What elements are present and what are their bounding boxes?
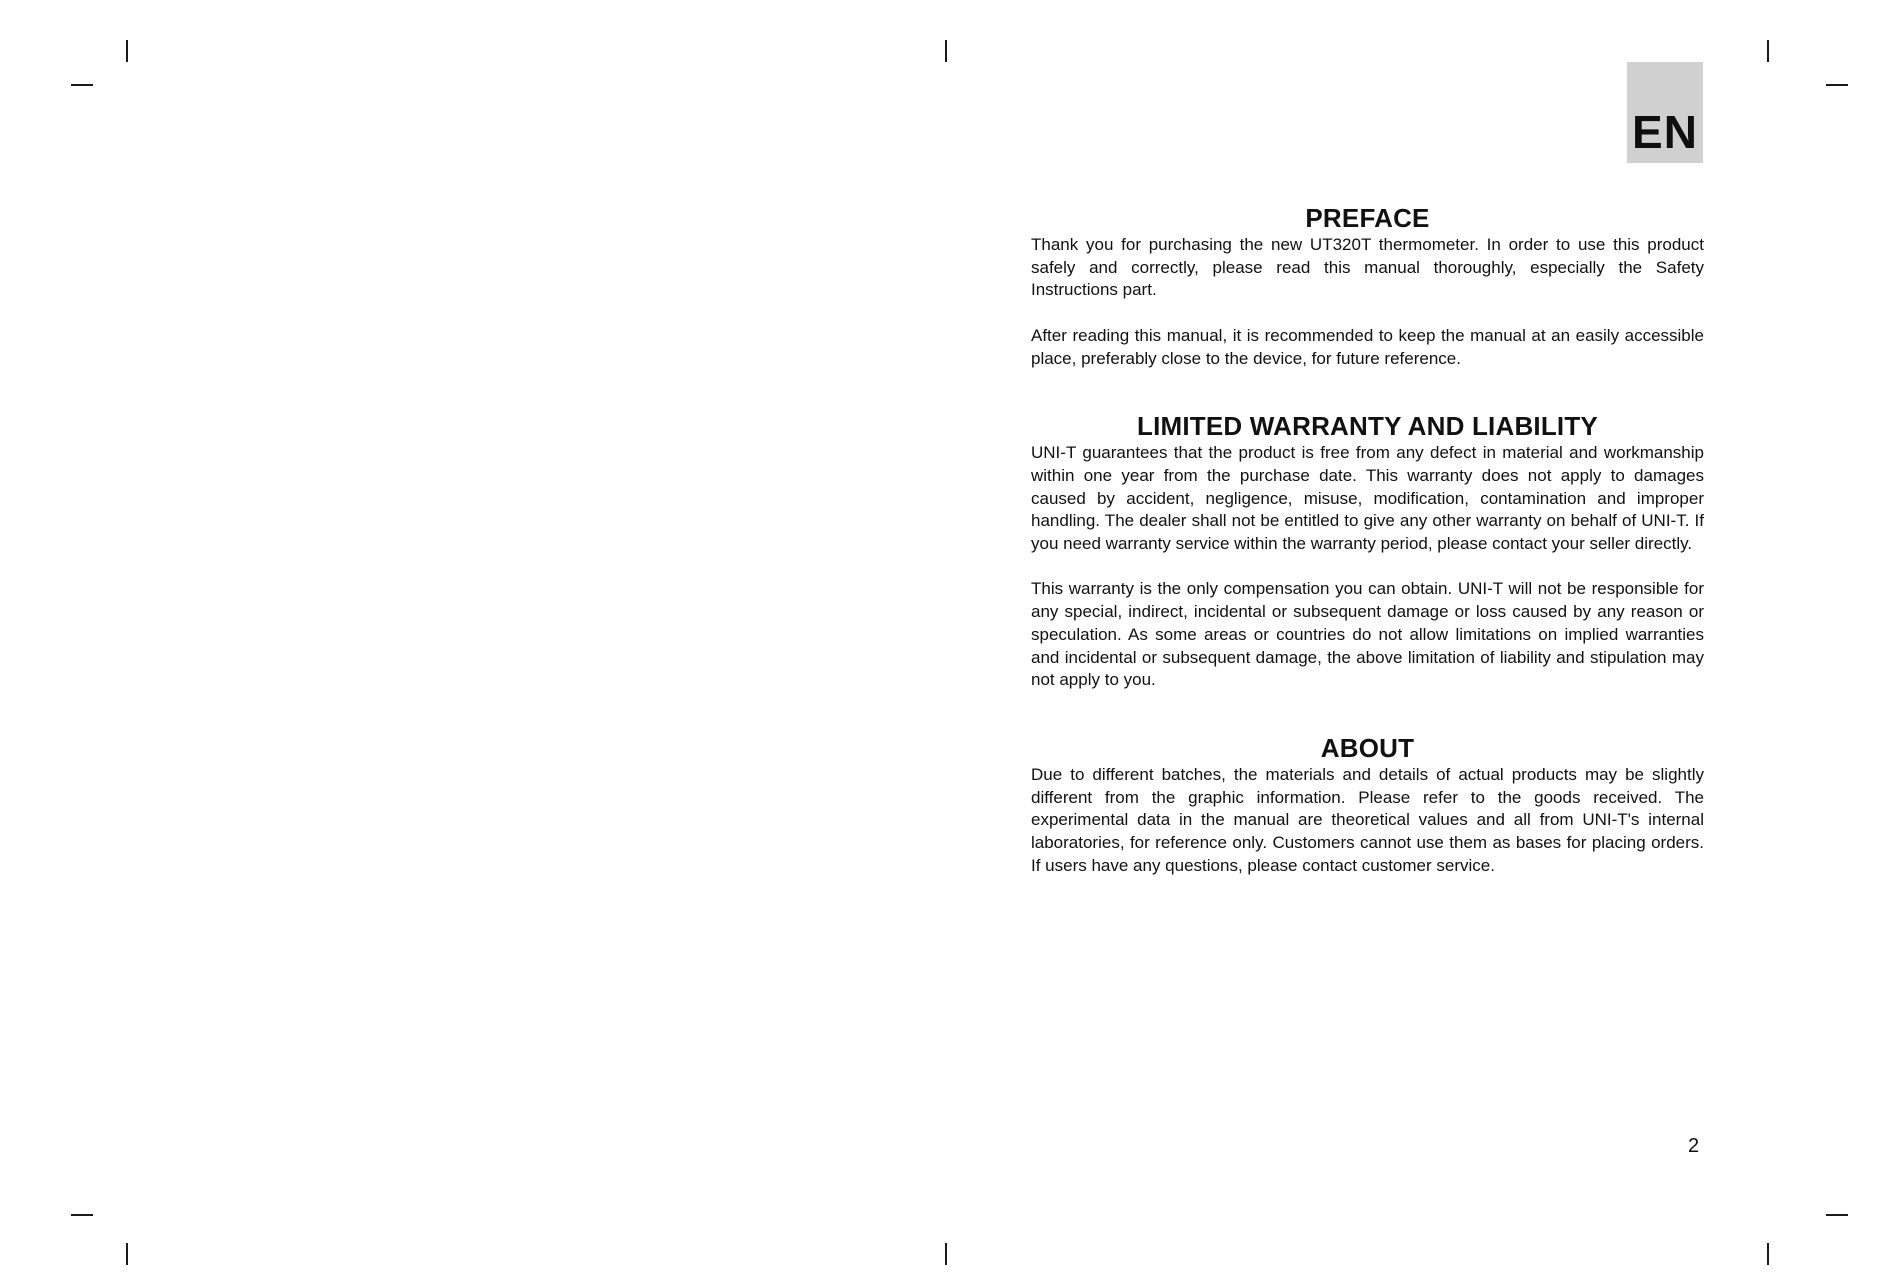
crop-mark-top-center: [945, 40, 947, 62]
warranty-paragraph: This warranty is the only compensation you can obtain. UNI-T will not be responsible for any special, indirect, incidental or subsequent damage or loss caused by any reason or speculation. As some areas or countries do not allow limitations on implied warranties and incidental or subsequent damage, the above limitation of liability and stipulation may not apply to you.: [1031, 579, 1704, 690]
crop-mark-top-left: [126, 40, 128, 62]
crop-mark-left-upper: [71, 84, 93, 86]
about-section: [1031, 732, 1704, 878]
crop-mark-bottom-right: [1767, 1243, 1769, 1265]
manual-content: [1031, 202, 1704, 917]
crop-mark-right-upper: [1826, 84, 1848, 86]
crop-mark-bottom-left: [126, 1243, 128, 1265]
crop-mark-left-lower: [71, 1214, 93, 1216]
preface-heading: PREFACE: [1305, 203, 1430, 233]
warranty-heading: LIMITED WARRANTY AND LIABILITY: [1137, 411, 1598, 442]
warranty-paragraph: UNI-T guarantees that the product is free from any defect in material and workmanship within one year from the purchase date. This warranty does not apply to damages caused by accident, negligence, misuse, modification, contamination and improper handling. The dealer shall not be entitled to give any other warranty on behalf of UNI-T. If you need warranty service within the warranty period, please contact your seller directly.: [1031, 443, 1704, 554]
language-tab-label: EN: [1632, 106, 1698, 158]
crop-mark-bottom-center: [945, 1243, 947, 1265]
language-tab: [1627, 62, 1703, 163]
crop-mark-right-lower: [1826, 1214, 1848, 1216]
preface-paragraph: After reading this manual, it is recommended to keep the manual at an easily accessible place, preferably close to the device, for future reference.: [1031, 325, 1704, 368]
preface-section: [1031, 202, 1704, 370]
preface-paragraph: Thank you for purchasing the new UT320T thermometer. In order to use this product safely and correctly, please read this manual thoroughly, especially the Safety Instructions part.: [1031, 235, 1704, 300]
crop-mark-top-right: [1767, 40, 1769, 62]
about-heading: ABOUT: [1320, 732, 1415, 763]
page-number: 2: [1688, 1135, 1700, 1157]
about-paragraph: Due to different batches, the materials and details of actual products may be slightly different from the graphic information. Please refer to the goods received. The experimental data in the manual are theoretical values and all from UNI-T's internal laboratories, for reference only. Customers cannot use them as bases for placing orders. If users have any questions, please contact customer service.: [1031, 764, 1704, 875]
warranty-section: [1031, 410, 1704, 692]
